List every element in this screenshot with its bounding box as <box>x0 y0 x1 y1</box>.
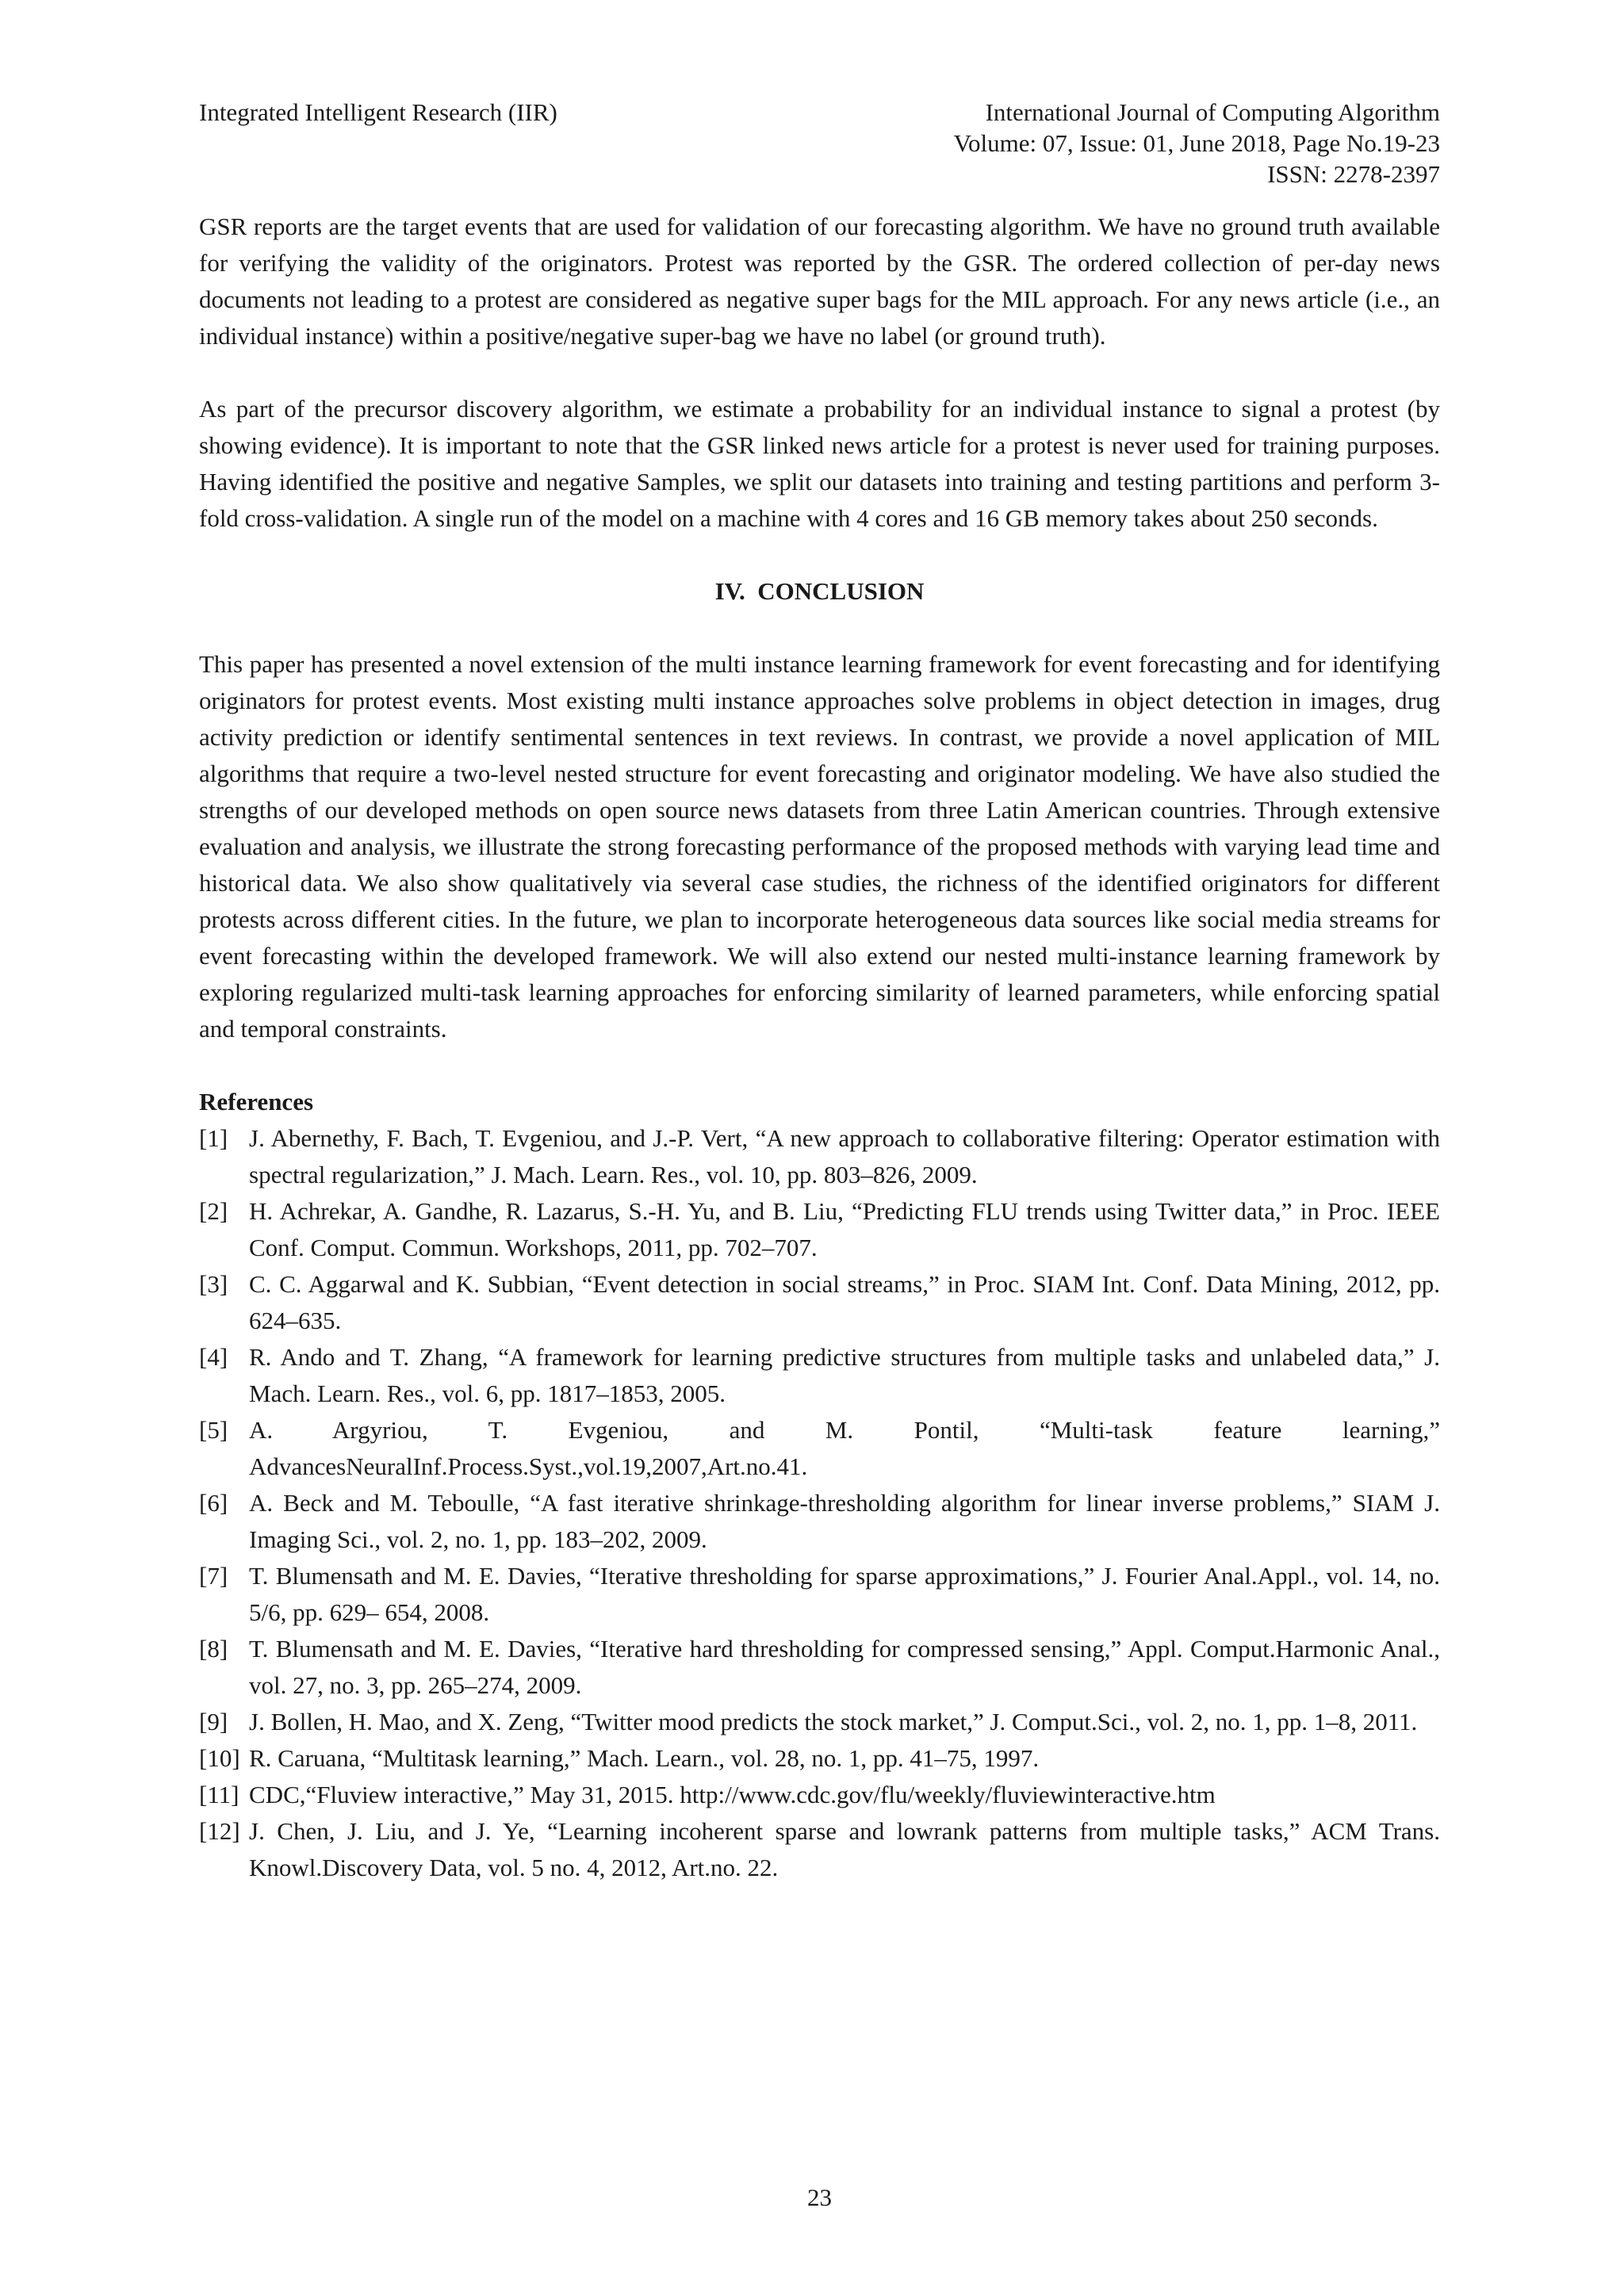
journal-volume: Volume: 07, Issue: 01, June 2018, Page No.19-23 <box>953 129 1440 157</box>
reference-item <box>199 1266 1440 1339</box>
reference-item <box>199 1485 1440 1558</box>
section-title: CONCLUSION <box>757 577 925 605</box>
reference-number: [10] <box>199 1744 240 1772</box>
reference-number: [12] <box>199 1817 240 1845</box>
header-left: Integrated Intelligent Research (IIR) <box>199 98 557 126</box>
reference-text: T. Blumensath and M. E. Davies, “Iterative thresholding for sparse approximations,” J. Fourier Anal.Appl., vol. 14, no. 5/6, pp. 629– 654, 2008. <box>249 1562 1440 1626</box>
page-content <box>199 209 1440 1886</box>
journal-name: International Journal of Computing Algorithm <box>985 98 1440 126</box>
reference-number: [6] <box>199 1489 228 1517</box>
reference-list <box>199 1120 1440 1886</box>
reference-number: [3] <box>199 1270 228 1298</box>
reference-item <box>199 1704 1440 1740</box>
body-paragraph: As part of the precursor discovery algorithm, we estimate a probability for an individual instance to signal a protest (by showing evidence). It is important to note that the GSR linked news article for a protest is never used for training purposes. Having identified the positive and negative Samples, we split our datasets into training and testing partitions and perform 3-fold cross-validation. A single run of the model on a machine with 4 cores and 16 GB memory takes about 250 seconds. <box>199 395 1440 532</box>
reference-number: [2] <box>199 1197 228 1225</box>
paper-page <box>199 0 1440 2296</box>
reference-item <box>199 1339 1440 1412</box>
reference-item <box>199 1193 1440 1266</box>
reference-text: A. Beck and M. Teboulle, “A fast iterative shrinkage-thresholding algorithm for linear inverse problems,” SIAM J. Imaging Sci., vol. 2, no. 1, pp. 183–202, 2009. <box>249 1489 1440 1553</box>
section-number: IV. <box>714 577 745 605</box>
references-title: References <box>199 1088 314 1115</box>
reference-number: [4] <box>199 1343 228 1371</box>
header-right <box>954 97 1440 189</box>
reference-number: [9] <box>199 1708 228 1735</box>
reference-item <box>199 1120 1440 1193</box>
body-paragraph: GSR reports are the target events that are used for validation of our forecasting algorithm. We have no ground truth available for verifying the validity of the originators. Protest was reported by the GSR. The ordered collection of per-day news documents not leading to a protest are considered as negative super bags for the MIL approach. For any news article (i.e., an individual instance) within a positive/negative super-bag we have no label (or ground truth). <box>199 212 1440 350</box>
journal-issn: ISSN: 2278-2397 <box>1267 160 1440 188</box>
reference-text: A. Argyriou, T. Evgeniou, and M. Pontil, “Multi-task feature learning,” AdvancesNeuralInf.Process.Syst.,vol.19,2007,Art.no.41. <box>249 1416 1440 1480</box>
reference-text: J. Bollen, H. Mao, and X. Zeng, “Twitter mood predicts the stock market,” J. Comput.Sci., vol. 2, no. 1, pp. 1–8, 2011. <box>249 1708 1418 1735</box>
reference-item <box>199 1412 1440 1485</box>
reference-item <box>199 1813 1440 1886</box>
reference-text: J. Chen, J. Liu, and J. Ye, “Learning incoherent sparse and lowrank patterns from multiple tasks,” ACM Trans. Knowl.Discovery Data, vol. 5 no. 4, 2012, Art.no. 22. <box>249 1817 1440 1881</box>
reference-item <box>199 1558 1440 1631</box>
reference-item <box>199 1631 1440 1704</box>
body-paragraph: This paper has presented a novel extension of the multi instance learning framework for event forecasting and for identifying originators for protest events. Most existing multi instance approaches solve problems in object detection in images, drug activity prediction or identify sentimental sentences in text reviews. In contrast, we provide a novel application of MIL algorithms that require a two-level nested structure for event forecasting and originator modeling. We have also studied the strengths of our developed methods on open source news datasets from three Latin American countries. Through extensive evaluation and analysis, we illustrate the strong forecasting performance of the proposed methods with varying lead time and historical data. We also show qualitatively via several case studies, the richness of the identified originators for different protests across different cities. In the future, we plan to incorporate heterogeneous data sources like social media streams for event forecasting within the developed framework. We will also extend our nested multi-instance learning framework by exploring regularized multi-task learning approaches for enforcing similarity of learned parameters, while enforcing spatial and temporal constraints. <box>199 650 1440 1043</box>
reference-number: [7] <box>199 1562 228 1590</box>
reference-number: [11] <box>199 1781 239 1808</box>
section-heading <box>199 573 1440 610</box>
reference-item <box>199 1740 1440 1777</box>
page-number: 23 <box>807 2183 832 2211</box>
reference-item <box>199 1777 1440 1813</box>
reference-text: CDC,“Fluview interactive,” May 31, 2015. http://www.cdc.gov/flu/weekly/fluviewinteractive.htm <box>249 1781 1216 1808</box>
reference-text: C. C. Aggarwal and K. Subbian, “Event detection in social streams,” in Proc. SIAM Int. Conf. Data Mining, 2012, pp. 624–635. <box>249 1270 1440 1334</box>
reference-text: J. Abernethy, F. Bach, T. Evgeniou, and J.-P. Vert, “A new approach to collaborative filtering: Operator estimation with spectral regularization,” J. Mach. Learn. Res., vol. 10, pp. 803–826, 2009. <box>249 1124 1440 1188</box>
reference-number: [1] <box>199 1124 228 1152</box>
reference-text: R. Caruana, “Multitask learning,” Mach. Learn., vol. 28, no. 1, pp. 41–75, 1997. <box>249 1744 1040 1772</box>
reference-text: R. Ando and T. Zhang, “A framework for learning predictive structures from multiple tasks and unlabeled data,” J. Mach. Learn. Res., vol. 6, pp. 1817–1853, 2005. <box>249 1343 1440 1407</box>
reference-text: H. Achrekar, A. Gandhe, R. Lazarus, S.-H. Yu, and B. Liu, “Predicting FLU trends using Twitter data,” in Proc. IEEE Conf. Comput. Commun. Workshops, 2011, pp. 702–707. <box>249 1197 1440 1261</box>
reference-number: [8] <box>199 1635 228 1663</box>
reference-number: [5] <box>199 1416 228 1444</box>
reference-text: T. Blumensath and M. E. Davies, “Iterative hard thresholding for compressed sensing,” Appl. Comput.Harmonic Anal., vol. 27, no. 3, pp. 265–274, 2009. <box>249 1635 1440 1699</box>
